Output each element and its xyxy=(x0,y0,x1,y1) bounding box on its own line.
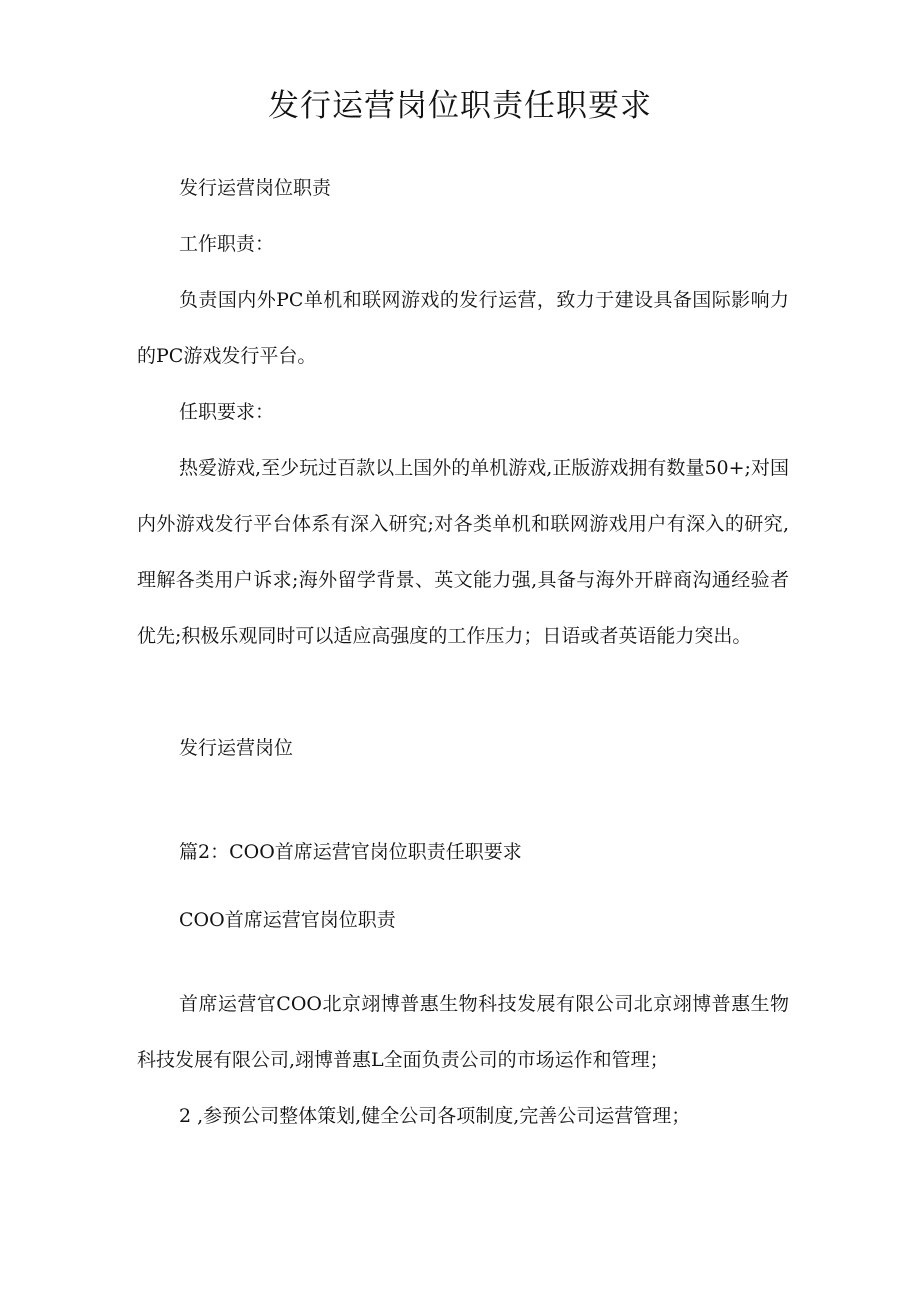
paragraph-position-name: 发行运营岗位 xyxy=(179,737,294,759)
paragraph-requirements-label: 任职要求： xyxy=(179,401,275,423)
paragraph-coo-text: 首席运营官COO北京翊博普惠生物科技发展有限公司北京翊博普惠生物科技发展有限公司,翊博普惠L全面负责公司的市场运作和管理； xyxy=(137,993,789,1071)
paragraph-coo-duties-heading: COO首席运营官岗位职责 xyxy=(179,909,396,931)
paragraph-requirements-text: 热爱游戏,至少玩过百款以上国外的单机游戏,正版游戏拥有数量50+;对国内外游戏发行平台体系有深入研究;对各类单机和联网游戏用户有深入的研究,理解各类用户诉求;海外留学背景、英文能力强,具备与海外开辟商沟通经验者优先;积极乐观同时可以适应高强度的工作压力；日语或者英语能力突出。 xyxy=(137,457,789,647)
paragraph-work-duties-text: 负责国内外PC单机和联网游戏的发行运营，致力于建设具备国际影响力的PC游戏发行平台。 xyxy=(137,289,789,367)
document-title: 发行运营岗位职责任职要求 xyxy=(268,88,652,124)
paragraph-work-duties-label: 工作职责： xyxy=(179,233,275,255)
paragraph-chapter-2-heading: 篇2：COO首席运营官岗位职责任职要求 xyxy=(179,841,522,863)
paragraph-item-2: 2 ,参预公司整体策划,健全公司各项制度,完善公司运营管理； xyxy=(179,1105,691,1127)
paragraph-job-duties-heading: 发行运营岗位职责 xyxy=(179,177,332,199)
